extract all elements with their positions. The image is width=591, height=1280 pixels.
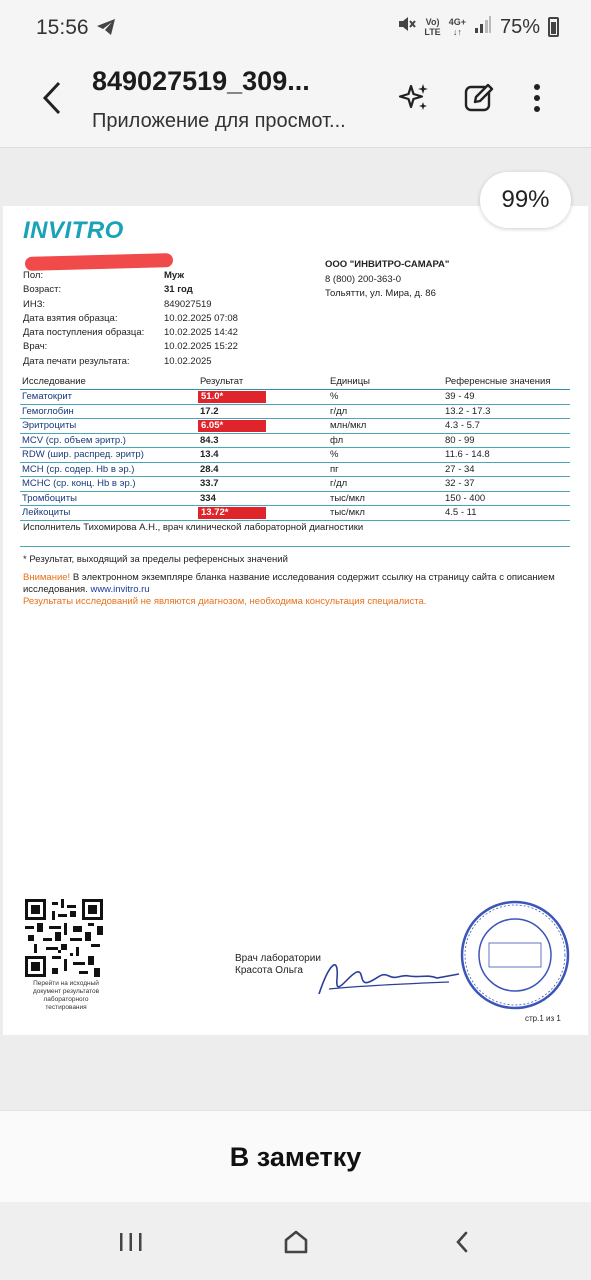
table-row: MCHC (ср. конц. Hb в эр.) 33.7 г/дл 32 - 37	[20, 477, 570, 492]
table-row: RDW (шир. распред. эритр) 13.4 % 11.6 - 14.8	[20, 448, 570, 463]
divider	[20, 546, 570, 547]
app-bar	[0, 56, 591, 148]
back-icon	[454, 1230, 470, 1254]
home-icon	[283, 1229, 309, 1255]
more-vertical-icon	[533, 83, 541, 113]
document-title: 849027519_309...	[92, 66, 310, 96]
redacted-name	[25, 253, 173, 271]
test-link[interactable]: Гемоглобин	[22, 405, 74, 417]
system-back-button[interactable]	[432, 1222, 492, 1262]
test-link[interactable]: MCHC (ср. конц. Hb в эр.)	[22, 478, 136, 489]
back-button[interactable]	[34, 76, 70, 120]
table-row: Гематокрит 51.0* % 39 - 49	[20, 390, 570, 405]
warning-text: Внимание! В электронном экземпляре бланка название исследования содержит ссылку на страницу сайта с описанием исследования. www.invitro.ru	[23, 572, 555, 595]
bottom-action-bar	[0, 1110, 591, 1202]
lab-doctor: Врач лаборатории Красота Ольга	[235, 953, 321, 976]
doctor-signature	[309, 944, 464, 1004]
home-button[interactable]	[266, 1222, 326, 1262]
table-row: Лейкоциты 13.72* тыс/мкл 4.5 - 11	[20, 506, 570, 521]
add-to-note-button[interactable]: В заметку	[229, 1141, 362, 1172]
telegram-icon	[96, 18, 116, 41]
more-options-button[interactable]	[517, 78, 557, 118]
results-table	[20, 390, 570, 521]
invitro-logo: INVITRO	[23, 217, 124, 244]
table-row: MCH (ср. содер. Hb в эр.) 28.4 пг 27 - 34	[20, 463, 570, 478]
zoom-level-badge: 99%	[480, 172, 571, 228]
recent-apps-icon	[118, 1231, 144, 1253]
test-link[interactable]: Эритроциты	[22, 420, 77, 431]
test-link[interactable]: MCH (ср. содер. Hb в эр.)	[22, 463, 135, 475]
lab-stamp	[459, 899, 571, 1011]
qr-caption: Перейти на исходный документ результатов лабораторного тестирования	[32, 980, 100, 1011]
test-link[interactable]: RDW (шир. распред. эритр)	[22, 449, 144, 460]
document-subtitle: Приложение для просмот...	[92, 110, 346, 132]
battery-icon	[548, 17, 559, 37]
status-time: 15:56	[36, 16, 89, 39]
lab-org-info: ООО "ИНВИТРО-САМАРА" 8 (800) 200-363-0 Тольятти, ул. Мира, д. 86	[325, 259, 450, 299]
qr-code[interactable]	[25, 899, 103, 977]
table-row: Тромбоциты 334 тыс/мкл 150 - 400	[20, 492, 570, 507]
table-row: Гемоглобин 17.2 г/дл 13.2 - 17.3	[20, 405, 570, 420]
recent-apps-button[interactable]	[101, 1222, 161, 1262]
ai-sparkle-button[interactable]	[394, 78, 434, 118]
result-flagged: 51.0*	[198, 391, 266, 403]
footnote: * Результат, выходящий за пределы референсных значений	[23, 554, 288, 565]
result-flagged: 13.72*	[198, 507, 266, 519]
patient-info: Пол: Муж Возраст: 31 год ИНЗ: 849027519 Дата взятия образца: 10.02.2025 07:08 Дата поступления образца: 10.02.2025 14:42 Врач: 10.02.2025 15:22 Дата печати результата: 10.02.2025	[23, 270, 238, 367]
status-bar	[0, 0, 591, 56]
test-link[interactable]: MCV (ср. объем эритр.)	[22, 434, 126, 446]
page-number: стр.1 из 1	[525, 1014, 561, 1023]
signal-icon	[474, 14, 492, 40]
test-link[interactable]: Тромбоциты	[22, 492, 77, 504]
result-flagged: 6.05*	[198, 420, 266, 432]
document-page[interactable]	[3, 206, 588, 1035]
mute-icon	[396, 14, 416, 40]
4g-indicator: 4G+ ↓↑	[448, 17, 466, 37]
test-link[interactable]: Лейкоциты	[22, 507, 71, 518]
sparkle-icon	[398, 82, 430, 114]
invitro-link[interactable]: www.invitro.ru	[90, 583, 150, 595]
results-header: Исследование Результат Единицы Референсные значения	[20, 376, 570, 390]
system-nav-bar	[0, 1202, 591, 1280]
edit-icon	[463, 82, 495, 114]
edit-button[interactable]	[459, 78, 499, 118]
table-row: MCV (ср. объем эритр.) 84.3 фл 80 - 99	[20, 434, 570, 449]
volte-indicator: Vo) LTE	[424, 17, 441, 37]
disclaimer-text: Результаты исследований не являются диагнозом, необходима консультация специалиста.	[23, 596, 427, 607]
executor-line: Исполнитель Тихомирова А.Н., врач клинической лабораторной диагностики	[23, 522, 364, 533]
chevron-left-icon	[41, 80, 63, 116]
battery-level: 75%	[499, 15, 540, 38]
test-link[interactable]: Гематокрит	[22, 391, 73, 402]
table-row: Эритроциты 6.05* млн/мкл 4.3 - 5.7	[20, 419, 570, 434]
